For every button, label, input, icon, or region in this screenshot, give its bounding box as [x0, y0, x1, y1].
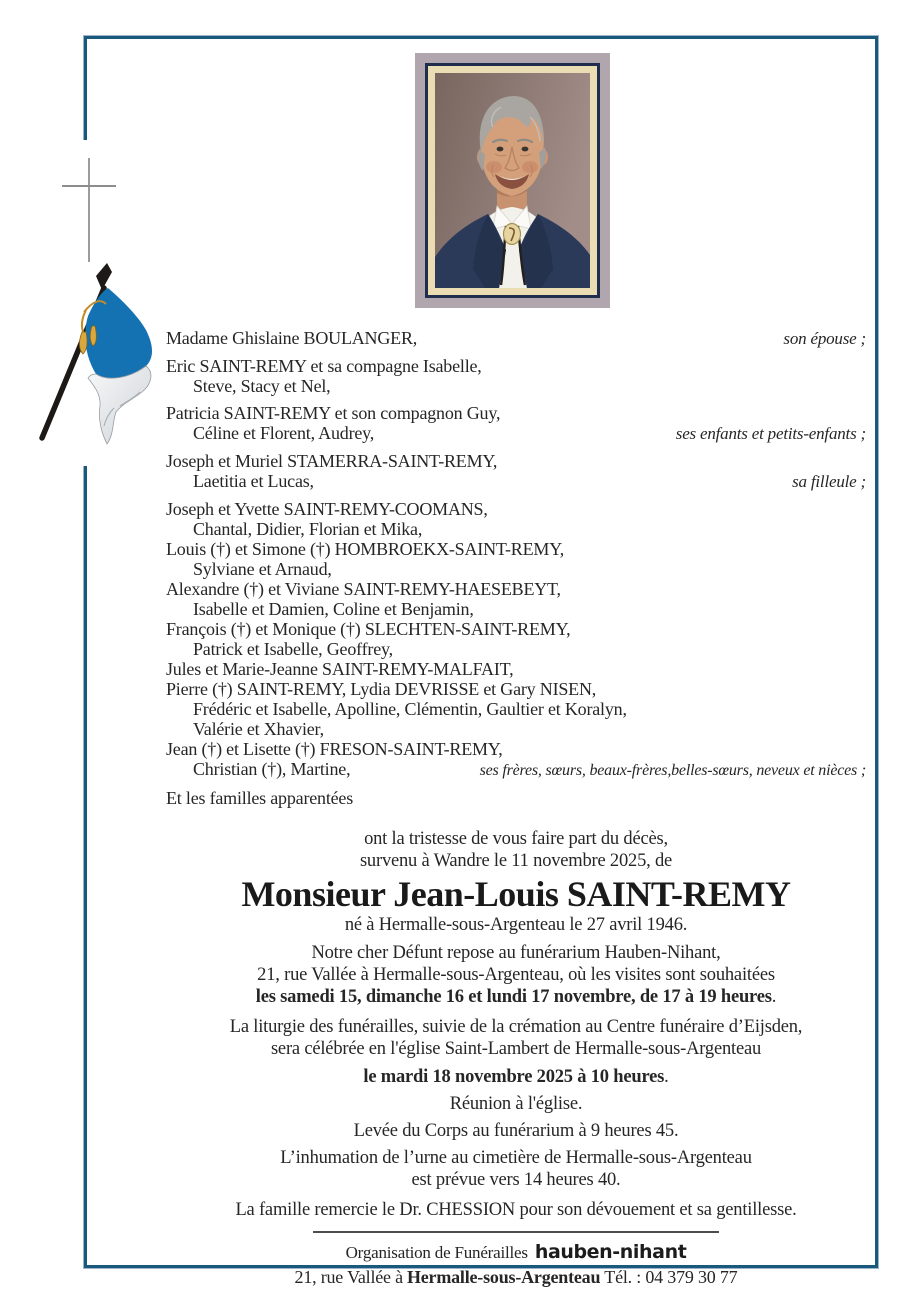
- name-row: [166, 759, 866, 781]
- footer-address-suffix: Tél. : 04 379 30 77: [604, 1267, 738, 1287]
- name-text: Jean (†) et Lisette (†) FRESON-SAINT-REMY,: [166, 739, 503, 759]
- footer-divider: [313, 1231, 719, 1233]
- name-text: Joseph et Yvette SAINT-REMY-COOMANS,: [166, 499, 488, 519]
- inhumation-line-1: L’inhumation de l’urne au cimetière de Hermalle-sous-Argenteau: [280, 1148, 752, 1168]
- name-text: Patrick et Isabelle, Geoffrey,: [193, 639, 393, 659]
- name-row: [166, 559, 866, 579]
- name-row: [166, 788, 866, 808]
- name-text: Madame Ghislaine BOULANGER,: [166, 328, 418, 348]
- name-text: Steve, Stacy et Nel,: [193, 376, 331, 396]
- memorial-cross-icon: [62, 158, 120, 264]
- intro-line-2: survenu à Wandre le 11 novembre 2025, de: [359, 851, 673, 871]
- liturgy-date-tail: .: [664, 1067, 669, 1087]
- name-row: [166, 699, 866, 719]
- name-row: [166, 471, 866, 492]
- relation-label: son épouse ;: [783, 329, 866, 348]
- name-row: [166, 539, 866, 559]
- name-row: [166, 328, 866, 349]
- flag-finial: [96, 263, 112, 290]
- name-row: [166, 403, 866, 423]
- levee-line: Levée du Corps au funérarium à 9 heures 45.: [353, 1121, 679, 1141]
- intro-line-1: ont la tristesse de vous faire part du décès,: [364, 829, 668, 849]
- deceased-name: Monsieur Jean-Louis SAINT-REMY: [241, 874, 791, 914]
- name-text: Chantal, Didier, Florian et Mika,: [193, 519, 423, 539]
- footer-organisation: [166, 1241, 866, 1264]
- name-row: [166, 376, 866, 396]
- name-text: Valérie et Xhavier,: [193, 719, 324, 739]
- name-row: [166, 719, 866, 739]
- name-row: [166, 639, 866, 659]
- name-text: Et les familles apparentées: [166, 788, 354, 808]
- family-names-list: [166, 328, 866, 808]
- name-row: [166, 619, 866, 639]
- visit-hours-bold: les samedi 15, dimanche 16 et lundi 17 novembre, de 17 à 19 heures: [255, 987, 772, 1007]
- portrait-photo-frame: [415, 53, 610, 308]
- name-text: Sylviane et Arnaud,: [193, 559, 332, 579]
- name-row: [166, 659, 866, 679]
- mourning-flag-graphic: [34, 260, 166, 446]
- name-text: Louis (†) et Simone (†) HOMBROEKX-SAINT-REMY,: [166, 539, 564, 559]
- name-text: François (†) et Monique (†) SLECHTEN-SAINT-REMY,: [166, 619, 571, 639]
- repose-line-2: 21, rue Vallée à Hermalle-sous-Argenteau, où les visites sont souhaitées: [257, 965, 775, 985]
- liturgy-line-2: sera célébrée en l'église Saint-Lambert de Hermalle-sous-Argenteau: [270, 1039, 762, 1059]
- name-row: [166, 739, 866, 759]
- name-row: [166, 499, 866, 519]
- footer-address: [166, 1266, 866, 1288]
- name-text: Pierre (†) SAINT-REMY, Lydia DEVRISSE et Gary NISEN,: [166, 679, 597, 699]
- name-row: [166, 451, 866, 471]
- funeral-home-logo: hauben-nihant: [534, 1241, 687, 1263]
- flag-cloth-white: [88, 366, 151, 444]
- cross-vertical-bar: [88, 158, 90, 262]
- portrait-photo-mat: [425, 63, 600, 298]
- relation-label: sa filleule ;: [792, 472, 866, 491]
- name-text: Laetitia et Lucas,: [193, 471, 314, 491]
- name-row: [166, 356, 866, 376]
- name-text: Céline et Florent, Audrey,: [193, 423, 375, 443]
- name-text: Frédéric et Isabelle, Apolline, Clémentin, Gaultier et Koralyn,: [193, 699, 627, 719]
- birth-line: né à Hermalle-sous-Argenteau le 27 avril 1946.: [344, 915, 688, 935]
- name-row: [166, 679, 866, 699]
- name-row: [166, 423, 866, 444]
- mourning-flag-icon: [34, 260, 166, 446]
- thanks-line: La famille remercie le Dr. CHESSION pour son dévouement et sa gentillesse.: [235, 1200, 797, 1220]
- portrait-photo: [435, 73, 590, 288]
- footer-address-prefix: 21, rue Vallée à: [294, 1267, 403, 1287]
- name-text: Patricia SAINT-REMY et son compagnon Guy,: [166, 403, 501, 423]
- cross-horizontal-bar: [62, 185, 116, 187]
- repose-line-1: Notre cher Défunt repose au funérarium Hauben-Nihant,: [311, 943, 721, 963]
- liturgy-line-1: La liturgie des funérailles, suivie de la crémation au Centre funéraire d’Eijsden,: [229, 1017, 803, 1037]
- name-text: Christian (†), Martine,: [193, 759, 351, 779]
- name-text: Joseph et Muriel STAMERRA-SAINT-REMY,: [166, 451, 498, 471]
- name-row: [166, 599, 866, 619]
- relation-label: ses frères, sœurs, beaux-frères,belles-sœurs, neveux et nièces ;: [479, 762, 866, 779]
- liturgy-date-bold: le mardi 18 novembre 2025 à 10 heures: [363, 1067, 665, 1087]
- inhumation-line-2: est prévue vers 14 heures 40.: [411, 1170, 621, 1190]
- announcement-body: [166, 828, 866, 1288]
- name-row: [166, 519, 866, 539]
- name-text: Jules et Marie-Jeanne SAINT-REMY-MALFAIT,: [166, 659, 514, 679]
- name-text: Eric SAINT-REMY et sa compagne Isabelle,: [166, 356, 482, 376]
- visit-hours-line: [166, 986, 866, 1008]
- flag-tassel: [79, 332, 87, 354]
- relation-label: ses enfants et petits-enfants ;: [675, 424, 866, 443]
- visit-hours-tail: .: [771, 987, 777, 1007]
- liturgy-date-line: [166, 1066, 866, 1088]
- footer-org-prefix: Organisation de Funérailles: [345, 1243, 528, 1262]
- name-text: Alexandre (†) et Viviane SAINT-REMY-HAESEBEYT,: [166, 579, 561, 599]
- name-row: [166, 579, 866, 599]
- name-text: Isabelle et Damien, Coline et Benjamin,: [193, 599, 474, 619]
- footer-address-city: Hermalle-sous-Argenteau: [406, 1267, 601, 1287]
- reunion-line: Réunion à l'église.: [449, 1094, 583, 1114]
